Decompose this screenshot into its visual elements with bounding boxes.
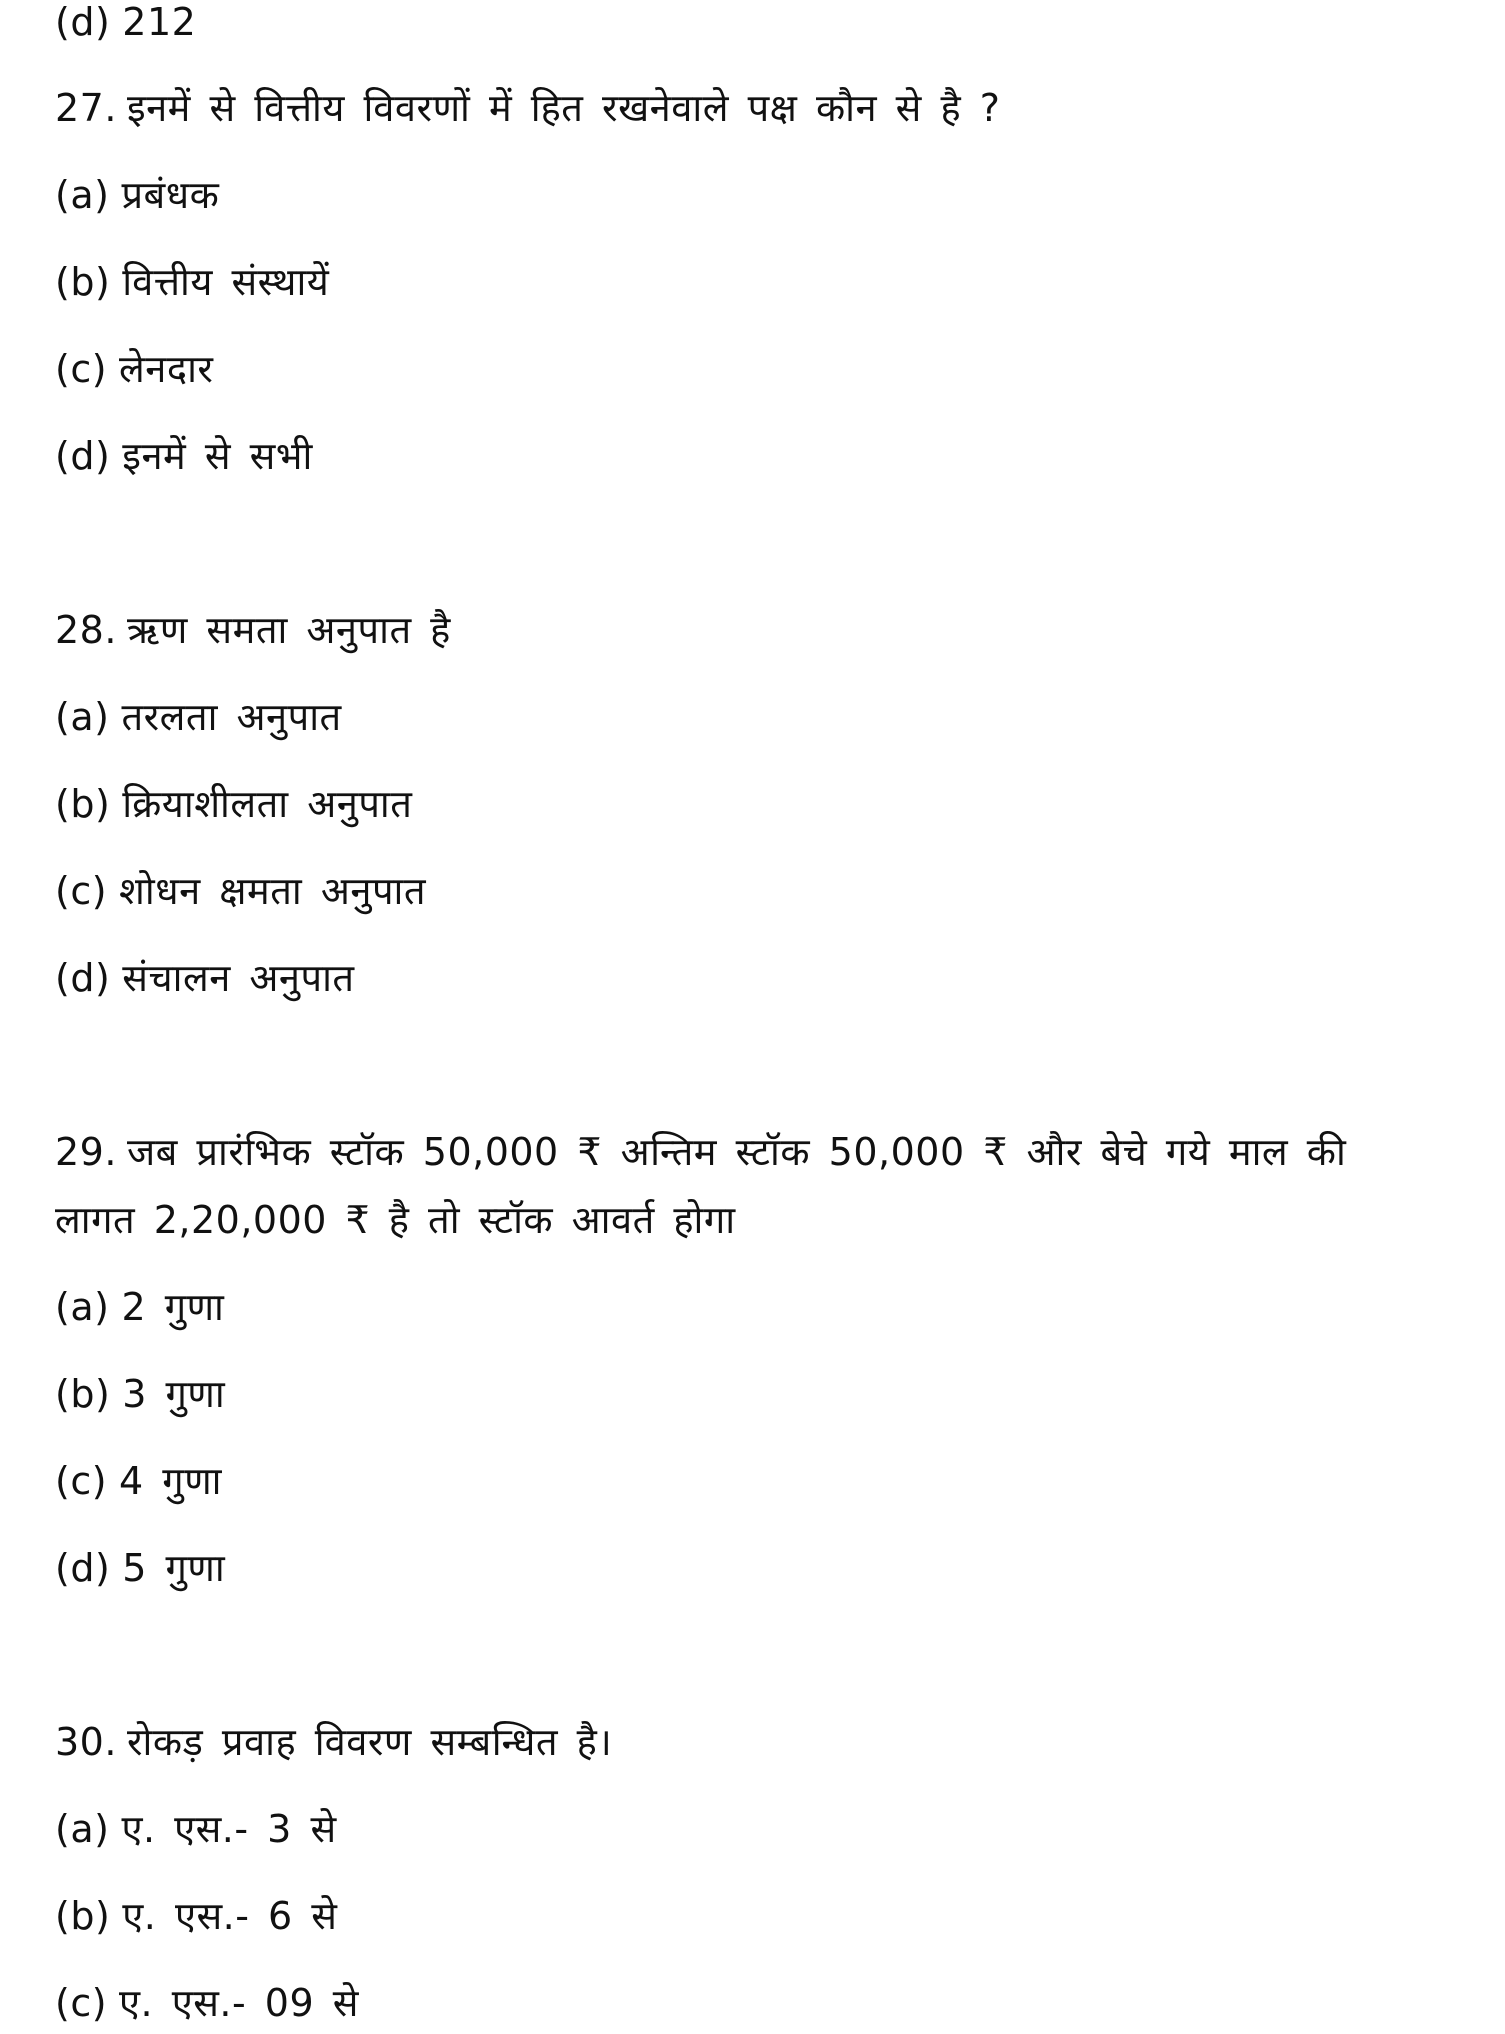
option-label: (c): [55, 869, 108, 913]
option-text: ए. एस.- 09 से: [119, 1981, 359, 2025]
question-text: लागत 2,20,000 ₹ है तो स्टॉक आवर्त होगा: [55, 1198, 736, 1242]
option-label: (a): [55, 1807, 110, 1851]
question-28-option-c: [55, 869, 426, 913]
question-text: इनमें से वित्तीय विवरणों में हित रखनेवाले पक्ष कौन से है ?: [126, 86, 1001, 130]
question-27-option-b: [55, 260, 329, 304]
option-text: 212: [122, 0, 197, 44]
question-30-option-a: [55, 1807, 337, 1851]
question-30-stem: [55, 1720, 612, 1764]
question-number: 27.: [55, 86, 117, 130]
option-text: ए. एस.- 3 से: [121, 1807, 337, 1851]
option-text: 2 गुणा: [121, 1285, 225, 1329]
option-label: (c): [55, 347, 108, 391]
question-number: 30.: [55, 1720, 117, 1764]
question-27-option-a: [55, 173, 219, 217]
question-29-option-d: [55, 1546, 225, 1590]
option-text: 3 गुणा: [122, 1372, 226, 1416]
question-27-option-d: [55, 434, 313, 478]
option-text: वित्तीय संस्थायें: [122, 260, 330, 304]
option-label: (b): [55, 1894, 111, 1938]
option-label: (d): [55, 1546, 111, 1590]
question-text: रोकड़ प्रवाह विवरण सम्बन्धित है।: [126, 1720, 613, 1764]
prev-question-option-d: [55, 0, 196, 44]
option-text: संचालन अनुपात: [122, 956, 355, 1000]
question-28-option-b: [55, 782, 412, 826]
option-text: क्रियाशीलता अनुपात: [122, 782, 413, 826]
option-label: (b): [55, 1372, 111, 1416]
option-text: इनमें से सभी: [122, 434, 313, 478]
question-text: जब प्रारंभिक स्टॉक 50,000 ₹ अन्तिम स्टॉक 50,000 ₹ और बेचे गये माल की: [126, 1130, 1347, 1174]
option-label: (a): [55, 695, 110, 739]
option-text: 5 गुणा: [122, 1546, 226, 1590]
question-29-stem-line1: [55, 1130, 1346, 1174]
option-label: (b): [55, 782, 111, 826]
option-text: तरलता अनुपात: [121, 695, 342, 739]
question-30-option-c: [55, 1981, 359, 2025]
option-label: (c): [55, 1981, 108, 2025]
question-30-option-b: [55, 1894, 337, 1938]
question-28-option-a: [55, 695, 342, 739]
question-27-stem: [55, 86, 1000, 130]
option-text: प्रबंधक: [121, 173, 220, 217]
question-number: 28.: [55, 608, 117, 652]
option-text: लेनदार: [119, 347, 214, 391]
question-number: 29.: [55, 1130, 117, 1174]
question-text: ऋण समता अनुपात है: [126, 608, 451, 652]
option-label: (d): [55, 0, 111, 44]
question-28-option-d: [55, 956, 355, 1000]
option-text: ए. एस.- 6 से: [122, 1894, 338, 1938]
option-label: (d): [55, 434, 111, 478]
question-29-stem-line2: [55, 1198, 736, 1242]
question-28-stem: [55, 608, 451, 652]
option-text: शोधन क्षमता अनुपात: [119, 869, 427, 913]
option-label: (b): [55, 260, 111, 304]
option-label: (d): [55, 956, 111, 1000]
option-label: (a): [55, 173, 110, 217]
question-29-option-c: [55, 1459, 222, 1503]
question-29-option-a: [55, 1285, 224, 1329]
option-text: 4 गुणा: [119, 1459, 223, 1503]
question-27-option-c: [55, 347, 213, 391]
option-label: (a): [55, 1285, 110, 1329]
option-label: (c): [55, 1459, 108, 1503]
question-29-option-b: [55, 1372, 225, 1416]
